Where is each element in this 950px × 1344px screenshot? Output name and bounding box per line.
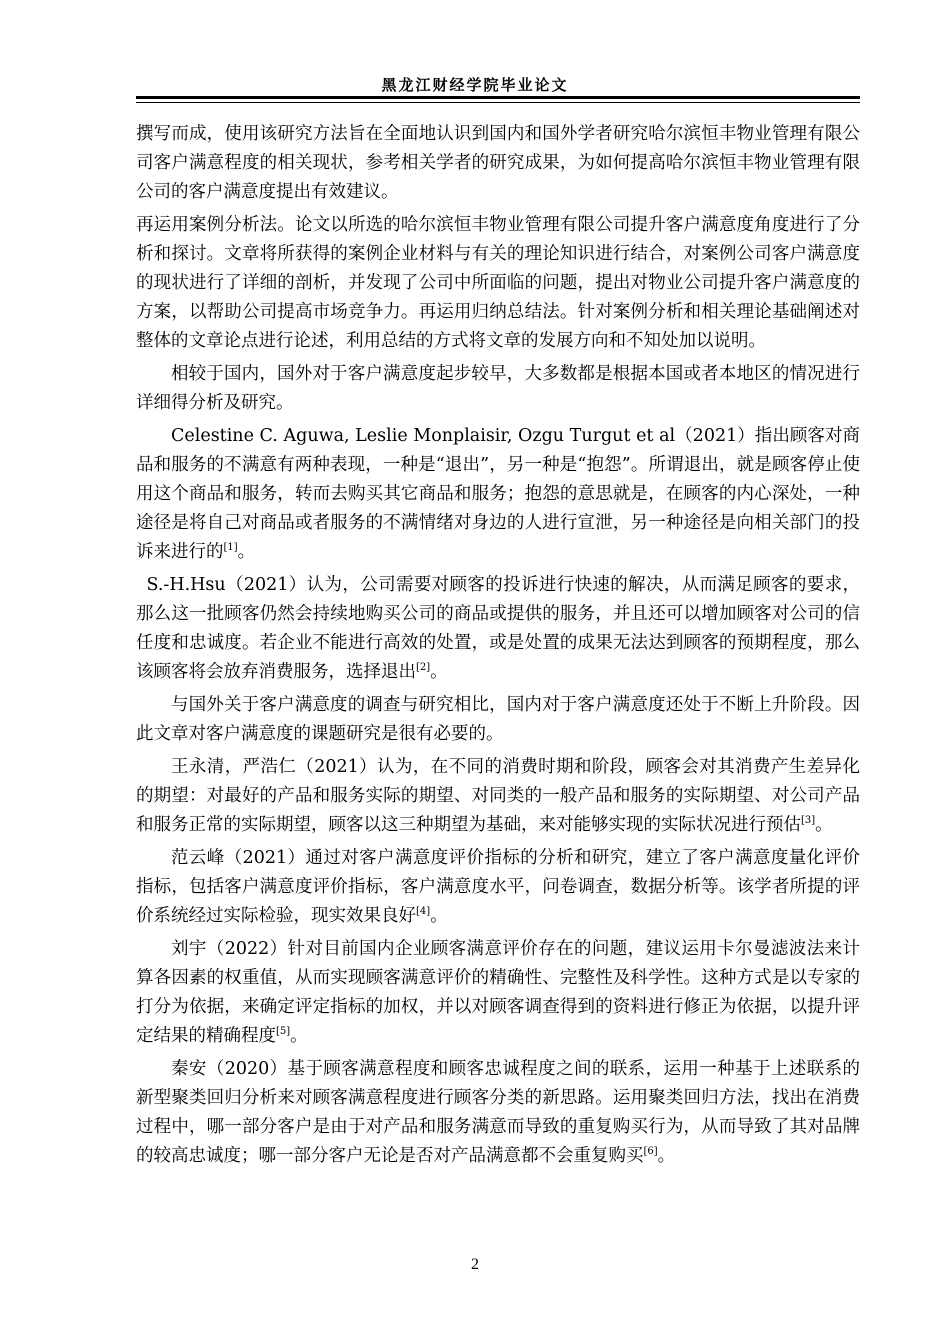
citation-ref: [2] — [416, 662, 431, 674]
citation-ref: [1] — [223, 542, 238, 554]
paragraph: Celestine C. Aguwa, Leslie Monplaisir, Ozgu Turgut et al（2021）指出顾客对商品和服务的不满意有两种表现，一种是“退出”，另一种是“抱怨”。所谓退出，就是顾客停止使用这个商品和服务，转而去购买其它商品和服务；抱怨的意思就是，在顾客的内心深处，一种途径是将自己对商品或者服务的不满情绪对身边的人进行宣泄，另一种途径是向相关部门的投诉来进行的[1]。 — [136, 426, 860, 562]
paragraph: 相较于国内，国外对于客户满意度起步较早，大多数都是根据本国或者本地区的情况进行详细得分析及研究。 — [136, 364, 860, 413]
paragraph: 秦安（2020）基于顾客满意程度和顾客忠诚程度之间的联系，运用一种基于上述联系的新型聚类回归分析来对顾客满意程度进行顾客分类的新思路。运用聚类回归方法，找出在消费过程中，哪一部分客户是由于对产品和服务满意而导致的重复购买行为，从而导致了其对品牌的较高忠诚度；哪一部分客户无论是否对产品满意都不会重复购买[6]。 — [136, 1059, 860, 1166]
paragraph: 再运用案例分析法。论文以所选的哈尔滨恒丰物业管理有限公司提升客户满意度角度进行了分析和探讨。文章将所获得的案例企业材料与有关的理论知识进行结合，对案例公司客户满意度的现状进行了详细的剖析，并发现了公司中所面临的问题，提出对物业公司提升客户满意度的方案，以帮助公司提高市场竞争力。再运用归纳总结法。针对案例分析和相关理论基础阐述对整体的文章论点进行论述，利用总结的方式将文章的发展方向和不知处加以说明。 — [136, 215, 860, 351]
header-rule-thin — [136, 102, 860, 103]
paragraph: S.-H.Hsu（2021）认为，公司需要对顾客的投诉进行快速的解决，从而满足顾客的要求，那么这一批顾客仍然会持续地购买公司的商品或提供的服务，并且还可以增加顾客对公司的信任度和忠诚度。若企业不能进行高效的处置，或是处置的成果无法达到顾客的预期程度，那么该顾客将会放弃消费服务，选择退出[2]。 — [136, 575, 860, 682]
running-header-title: 黑龙江财经学院毕业论文 — [381, 76, 569, 94]
citation-ref: [5] — [276, 1026, 291, 1038]
header-rule-thick — [136, 96, 860, 99]
body-text — [136, 120, 860, 1175]
page-number: 2 — [471, 1256, 479, 1273]
citation-ref: [3] — [801, 815, 816, 827]
citation-ref: [6] — [643, 1146, 658, 1158]
citation-ref: [4] — [416, 906, 431, 918]
paragraph: 王永清，严浩仁（2021）认为，在不同的消费时期和阶段，顾客会对其消费产生差异化的期望：对最好的产品和服务实际的期望、对同类的一般产品和服务的实际期望、对公司产品和服务正常的实际期望，顾客以这三种期望为基础，来对能够实现的实际状况进行预估[3]。 — [136, 757, 860, 835]
paragraph: 刘宇（2022）针对目前国内企业顾客满意评价存在的问题，建议运用卡尔曼滤波法来计算各因素的权重值，从而实现顾客满意评价的精确性、完整性及科学性。这种方式是以专家的打分为依据，来确定评定指标的加权，并以对顾客调查得到的资料进行修正为依据，以提升评定结果的精确程度[5]。 — [136, 939, 860, 1046]
paragraph: 范云峰（2021）通过对客户满意度评价指标的分析和研究，建立了客户满意度量化评价指标，包括客户满意度评价指标，客户满意度水平，问卷调查，数据分析等。该学者所提的评价系统经过实际检验，现实效果良好[4]。 — [136, 848, 860, 926]
paragraph: 撰写而成，使用该研究方法旨在全面地认识到国内和国外学者研究哈尔滨恒丰物业管理有限公司客户满意程度的相关现状，参考相关学者的研究成果，为如何提高哈尔滨恒丰物业管理有限公司的客户满意度提出有效建议。 — [136, 124, 860, 202]
paragraph: 与国外关于客户满意度的调查与研究相比，国内对于客户满意度还处于不断上升阶段。因此文章对客户满意度的课题研究是很有必要的。 — [136, 695, 860, 744]
